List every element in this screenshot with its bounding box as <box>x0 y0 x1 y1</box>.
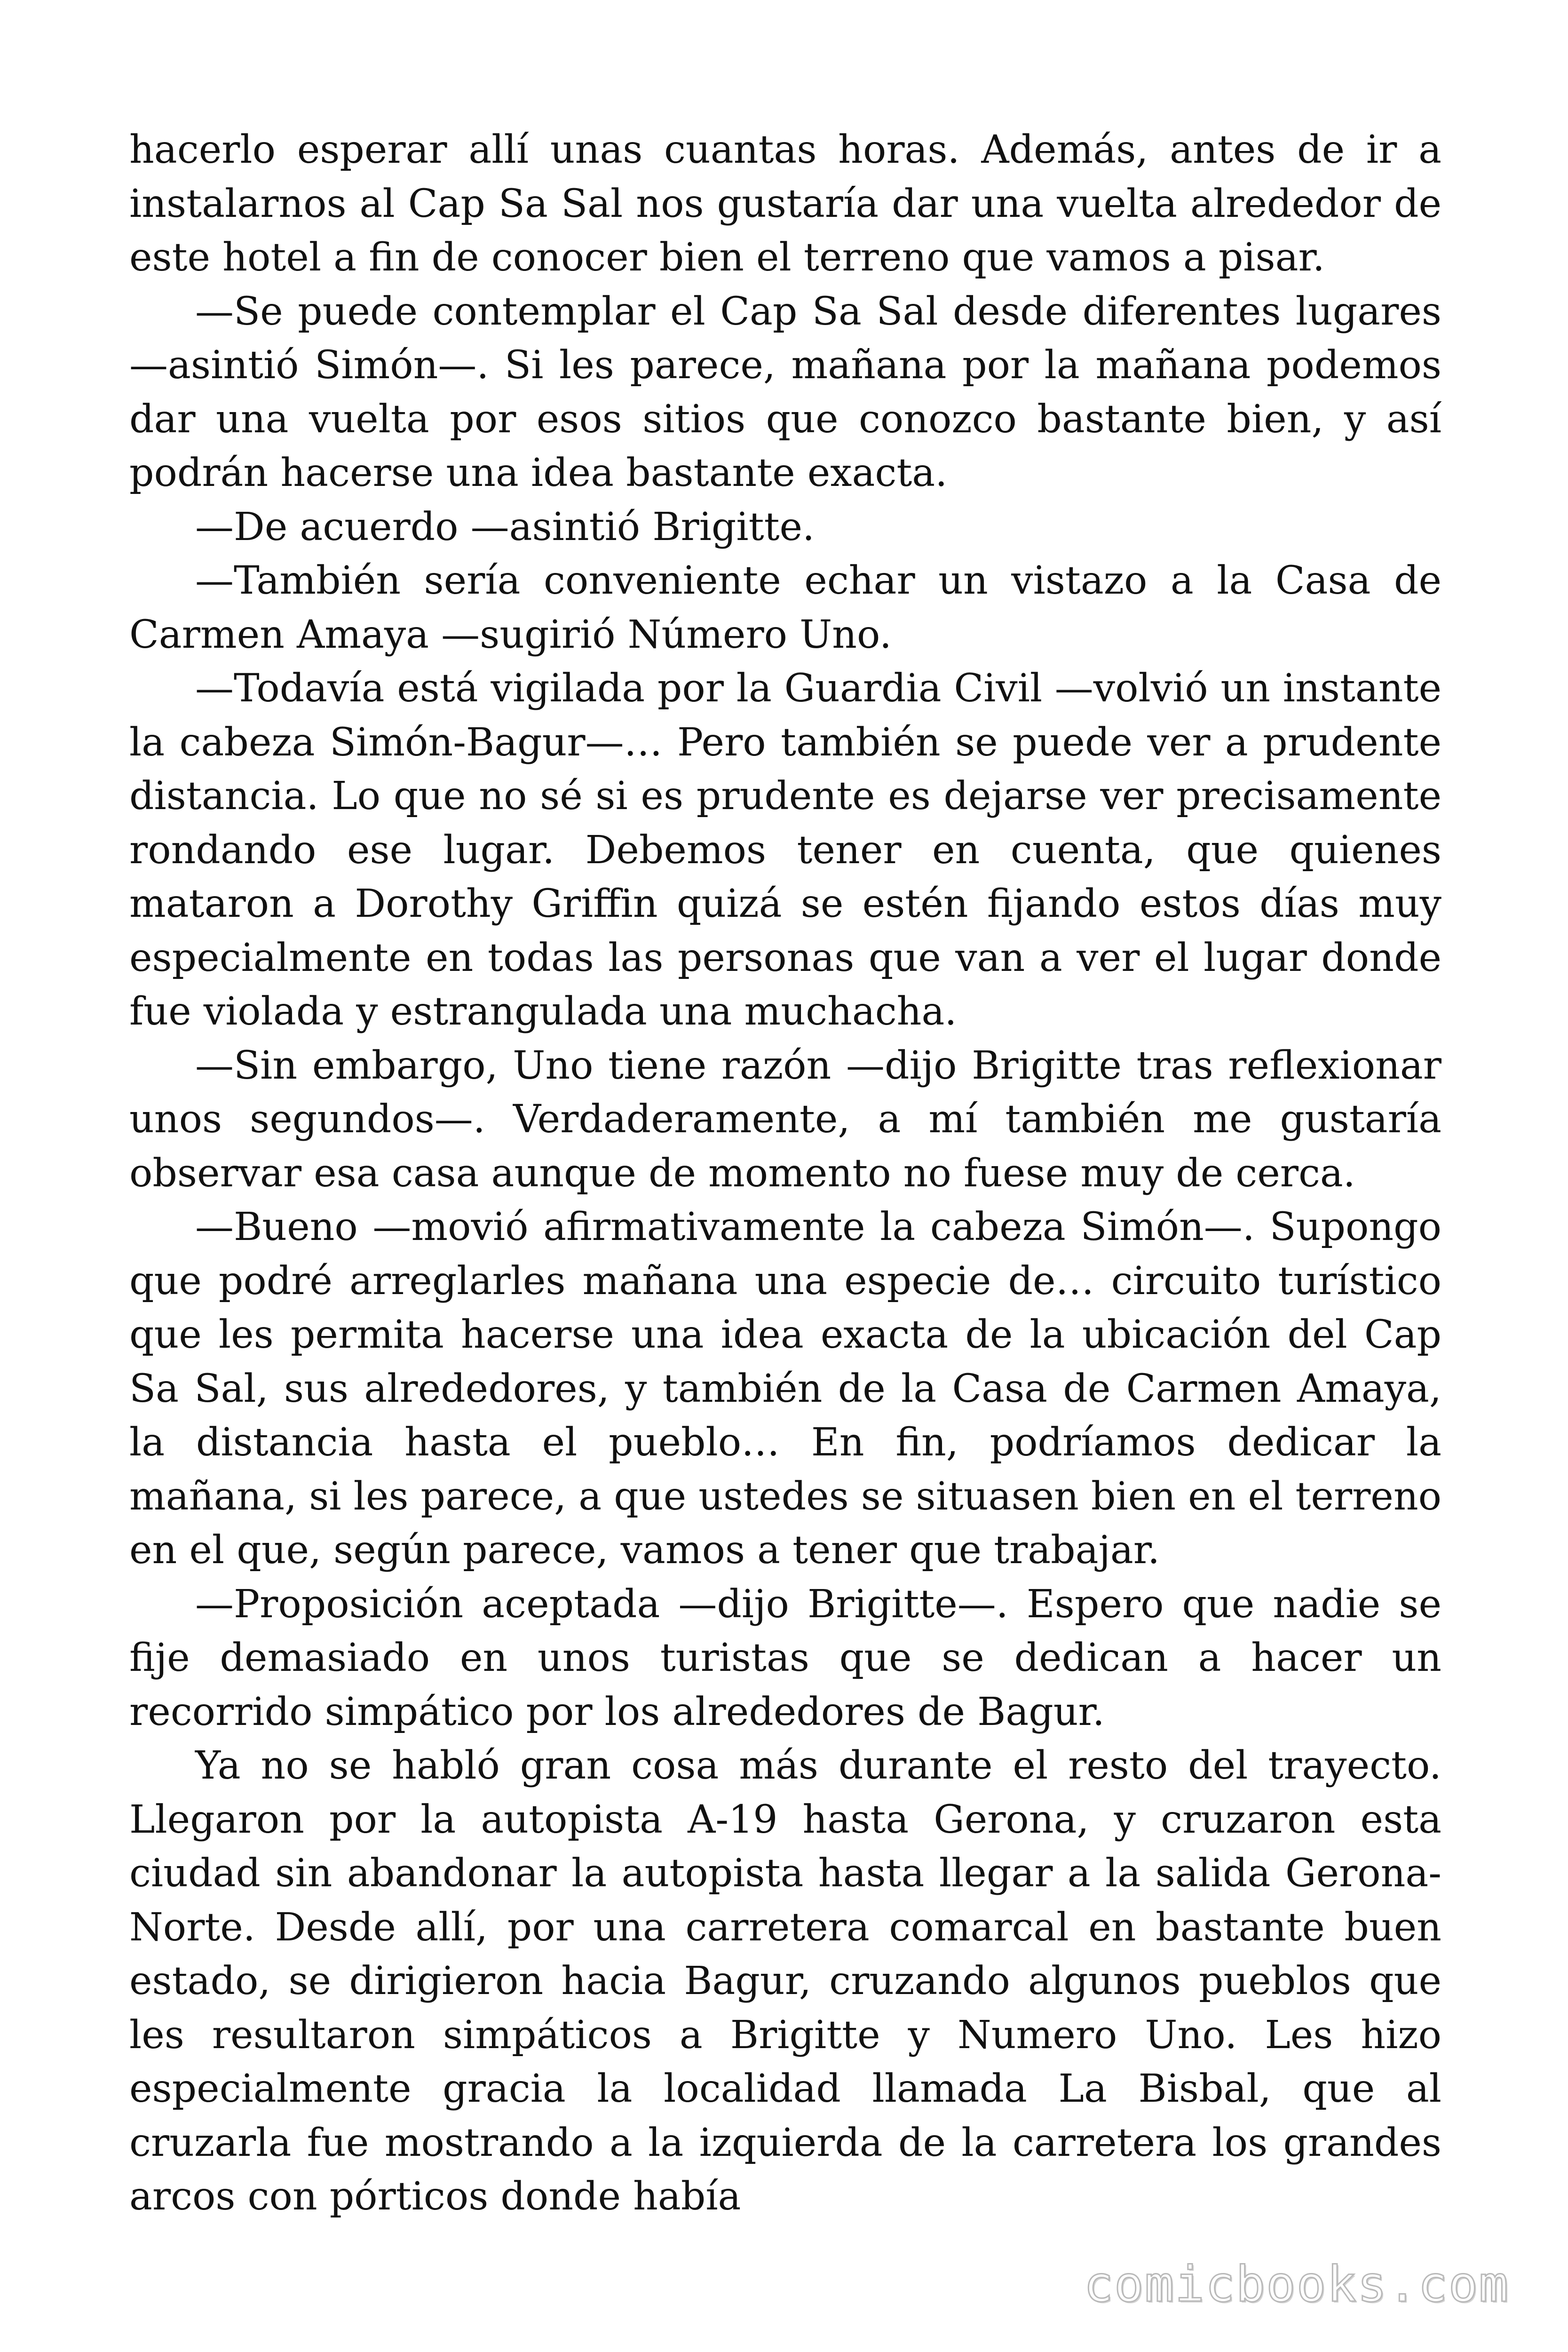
paragraph: —También sería conveniente echar un vistazo a la Casa de Carmen Amaya —sugirió Número Uno. <box>129 558 1441 657</box>
paragraph: —Todavía está vigilada por la Guardia Civil —volvió un instante la cabeza Simón-Bagur—… Pero también se puede ver a prudente distancia. Lo que no sé si es prudente es dejarse ver precisamente rondando ese lugar. Debemos tener en cuenta, que quienes mataron a Dorothy Griffin quizá se estén fijando estos días muy especialmente en todas las personas que van a ver el lugar donde fue violada y estrangulada una muchacha. <box>129 666 1441 1034</box>
paragraph: —Bueno —movió afirmativamente la cabeza Simón—. Supongo que podré arreglarles mañana una especie de… circuito turístico que les permita hacerse una idea exacta de la ubicación del Cap Sa Sal, sus alrededores, y también de la Casa de Carmen Amaya, la distancia hasta el pueblo… En fin, podríamos dedicar la mañana, si les parece, a que ustedes se situasen bien en el terreno en el que, según parece, vamos a tener que trabajar. <box>129 1205 1441 1573</box>
paragraph: —De acuerdo —asintió Brigitte. <box>195 504 815 549</box>
paragraph: Ya no se habló gran cosa más durante el resto del trayecto. Llegaron por la autopista A-19 hasta Gerona, y cruzaron esta ciudad sin abandonar la autopista hasta llegar a la salida Gerona-Norte. Desde allí, por una carretera comarcal en bastante buen estado, se dirigieron hacia Bagur, cruzando algunos pueblos que les resultaron simpáticos a Brigitte y Numero Uno. Les hizo especialmente gracia la localidad llamada La Bisbal, que al cruzarla fue mostrando a la izquierda de la carretera los grandes arcos con pórticos donde había <box>129 1743 1441 2219</box>
page-text <box>129 123 1441 2224</box>
paragraph: —Se puede contemplar el Cap Sa Sal desde diferentes lugares —asintió Simón—. Si les parece, mañana por la mañana podemos dar una vuelta por esos sitios que conozco bastante bien, y así podrán hacerse una idea bastante exacta. <box>129 289 1441 495</box>
paragraph: —Proposición aceptada —dijo Brigitte—. Espero que nadie se fije demasiado en unos turistas que se dedican a hacer un recorrido simpático por los alrededores de Bagur. <box>129 1581 1441 1734</box>
paragraph: —Sin embargo, Uno tiene razón —dijo Brigitte tras reflexionar unos segundos—. Verdaderamente, a mí también me gustaría observar esa casa aunque de momento no fuese muy de cerca. <box>129 1043 1441 1196</box>
watermark: comicbooks.com <box>1084 2256 1509 2313</box>
paragraph-continuation: hacerlo esperar allí unas cuantas horas. Además, antes de ir a instalarnos al Cap Sa Sal nos gustaría dar una vuelta alrededor de este hotel a fin de conocer bien el terreno que vamos a pisar. <box>129 127 1441 280</box>
